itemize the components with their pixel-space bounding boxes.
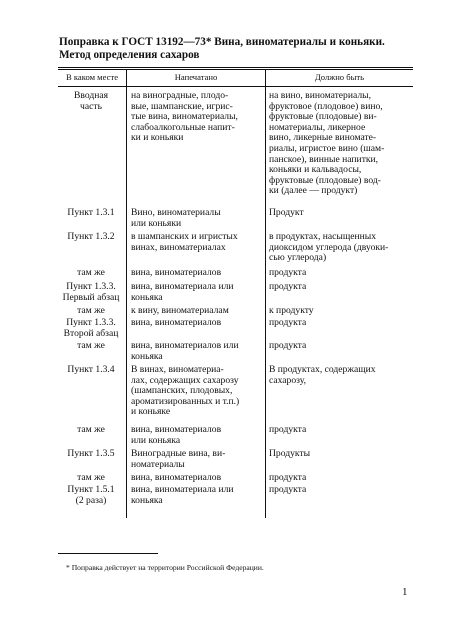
row-printed: Вино, виноматериалы или коньяки (131, 207, 221, 229)
row-printed: вина, виноматериалов (131, 472, 222, 483)
row-should-be: продукта (269, 472, 307, 483)
row-printed: вина, виноматериала или коньяка (131, 484, 234, 506)
table-header-rule (58, 86, 413, 87)
row-place: Пункт 1.3.5 (67, 448, 115, 459)
row-printed: Виноградные вина, ви- номатериалы (131, 448, 226, 470)
row-should-be: Продукты (269, 448, 311, 459)
row-printed: в шампанских и игристых винах, виноматериалах (131, 231, 238, 253)
document-title: Поправка к ГОСТ 13192—73* Вина, виноматериалы и коньяки. Метод определения сахаров (59, 36, 385, 61)
row-place: там же (77, 340, 105, 351)
column-divider-2 (265, 69, 266, 518)
row-place: Пункт 1.5.1 (2 раза) (67, 484, 115, 506)
row-should-be: к продукту (269, 305, 314, 316)
row-should-be: В продуктах, содержащих сахарозу, (269, 364, 376, 386)
footnote-rule (58, 553, 158, 554)
row-place: там же (77, 472, 105, 483)
row-place: Вводная часть (73, 90, 109, 112)
row-should-be: на вино, виноматериалы, фруктовое (плодовое) вино, фруктовые (плодовые) ви- номатериалы, ликерное вино, ликерные виномате- риалы, игристое вино (шам- панское), винные напитки, коньяки и кальвадосы, фруктовые (плодовые) вод- ки (далее — продукт) (269, 90, 385, 197)
row-place: Пункт 1.3.2 (67, 231, 115, 242)
table-top-rule (58, 67, 413, 68)
row-should-be: продукта (269, 267, 307, 278)
row-should-be: продукта (269, 484, 307, 495)
row-printed: вина, виноматериалов или коньяка (131, 340, 239, 362)
page-number: 1 (402, 586, 408, 598)
row-should-be: в продуктах, насыщенных диоксидом углерода (двуоки- сью углерода) (269, 231, 389, 264)
column-divider-1 (126, 69, 127, 518)
row-place: там же (77, 267, 105, 278)
footnote: * Поправка действует на территории Российской Федерации. (66, 563, 264, 572)
row-place: там же (77, 424, 105, 435)
row-printed: вина, виноматериалов (131, 267, 222, 278)
table-top-rule-inner (58, 69, 413, 70)
row-printed: на виноградные, плодо- вые, шампанские, игрис- тые вина, виноматериалы, слабоалкогольные напит- ки и коньяки (131, 90, 238, 144)
row-printed: к вину, виноматериалам (131, 305, 229, 316)
row-should-be: продукта (269, 317, 307, 328)
header-place: В каком месте (65, 72, 119, 82)
row-printed: вина, виноматериалов (131, 317, 222, 328)
row-place: Пункт 1.3.3. Второй абзац (63, 317, 119, 339)
row-printed: вина, виноматериала или коньяка (131, 281, 234, 303)
header-printed: Напечатано (174, 72, 218, 82)
row-place: Пункт 1.3.4 (67, 364, 115, 375)
row-should-be: Продукт (269, 207, 304, 218)
row-printed: В винах, виноматериа- лах, содержащих сахарозу (шампанских, плодовых, ароматизированных и т.п.) и коньяке (131, 364, 240, 418)
row-place: Пункт 1.3.3. Первый абзац (62, 281, 120, 303)
row-should-be: продукта (269, 340, 307, 351)
row-should-be: продукта (269, 281, 307, 292)
header-should-be: Должно быть (314, 72, 365, 82)
row-place: Пункт 1.3.1 (67, 207, 115, 218)
row-place: там же (77, 305, 105, 316)
row-printed: вина, виноматериалов или коньяка (131, 424, 222, 446)
row-should-be: продукта (269, 424, 307, 435)
